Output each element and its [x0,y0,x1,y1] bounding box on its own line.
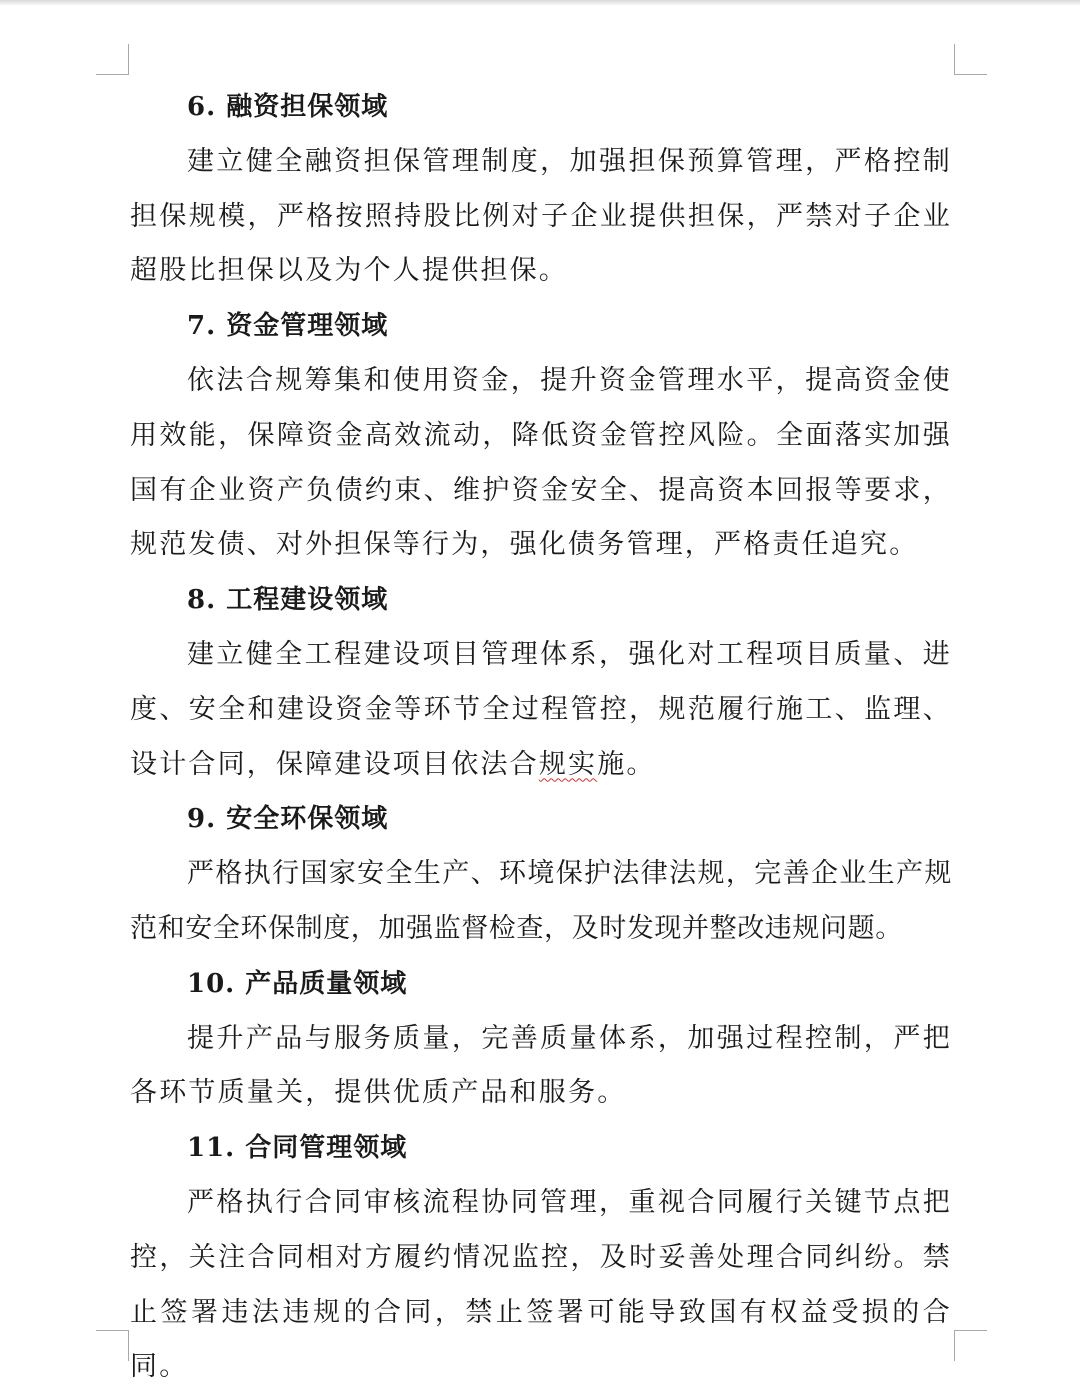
section-paragraph [130,628,952,792]
section-paragraph: 建立健全融资担保管理制度，加强担保预算管理，严格控制担保规模，严格按照持股比例对子企业提供担保，严禁对子企业超股比担保以及为个人提供担保。 [130,145,952,287]
section-heading: 6. 融资担保领域 [187,92,389,122]
page-corner-mark-top-left [96,44,129,75]
page-corner-mark-top-right [954,44,987,75]
section-heading: 9. 安全环保领域 [187,804,389,835]
spellcheck-flagged-text[interactable]: 规实 [538,748,598,780]
section-paragraph: 依法合规筹集和使用资金，提升资金管理水平，提高资金使用效能，保障资金高效流动，降低资金管控风险。全面落实加强国有企业资产负债约束、维护资金安全、提高资本回报等要求，规范发债、对外担保等行为，强化债务管理，严格责任追究。 [130,364,952,561]
paragraph-text: 施。 [597,748,656,780]
section-heading: 8. 工程建设领域 [187,585,389,616]
section-paragraph: 严格执行国家安全生产、环境保护法律法规，完善企业生产规范和安全环保制度，加强监督检查，及时发现并整改违规问题。 [130,858,952,944]
paragraph-text: 建立健全工程建设项目管理体系，强化对工程项目质量、进度、安全和建设资金等环节全过程管控，规范履行施工、监理、设计合同，保障建设项目依法合 [130,638,952,780]
section-heading: 11. 合同管理领域 [187,1133,408,1164]
document-page-body[interactable] [130,80,952,1395]
section-paragraph: 提升产品与服务质量，完善质量体系，加强过程控制，严把各环节质量关，提供优质产品和服务。 [130,1022,952,1109]
section-heading: 10. 产品质量领域 [187,968,408,999]
section-paragraph: 严格执行合同审核流程协同管理，重视合同履行关键节点把控，关注合同相对方履约情况监控，及时妥善处理合同纠纷。禁止签署违法违规的合同，禁止签署可能导致国有权益受损的合同。 [130,1186,952,1383]
section-heading: 7. 资金管理领域 [187,311,389,342]
window-top-shadow [0,0,1080,6]
